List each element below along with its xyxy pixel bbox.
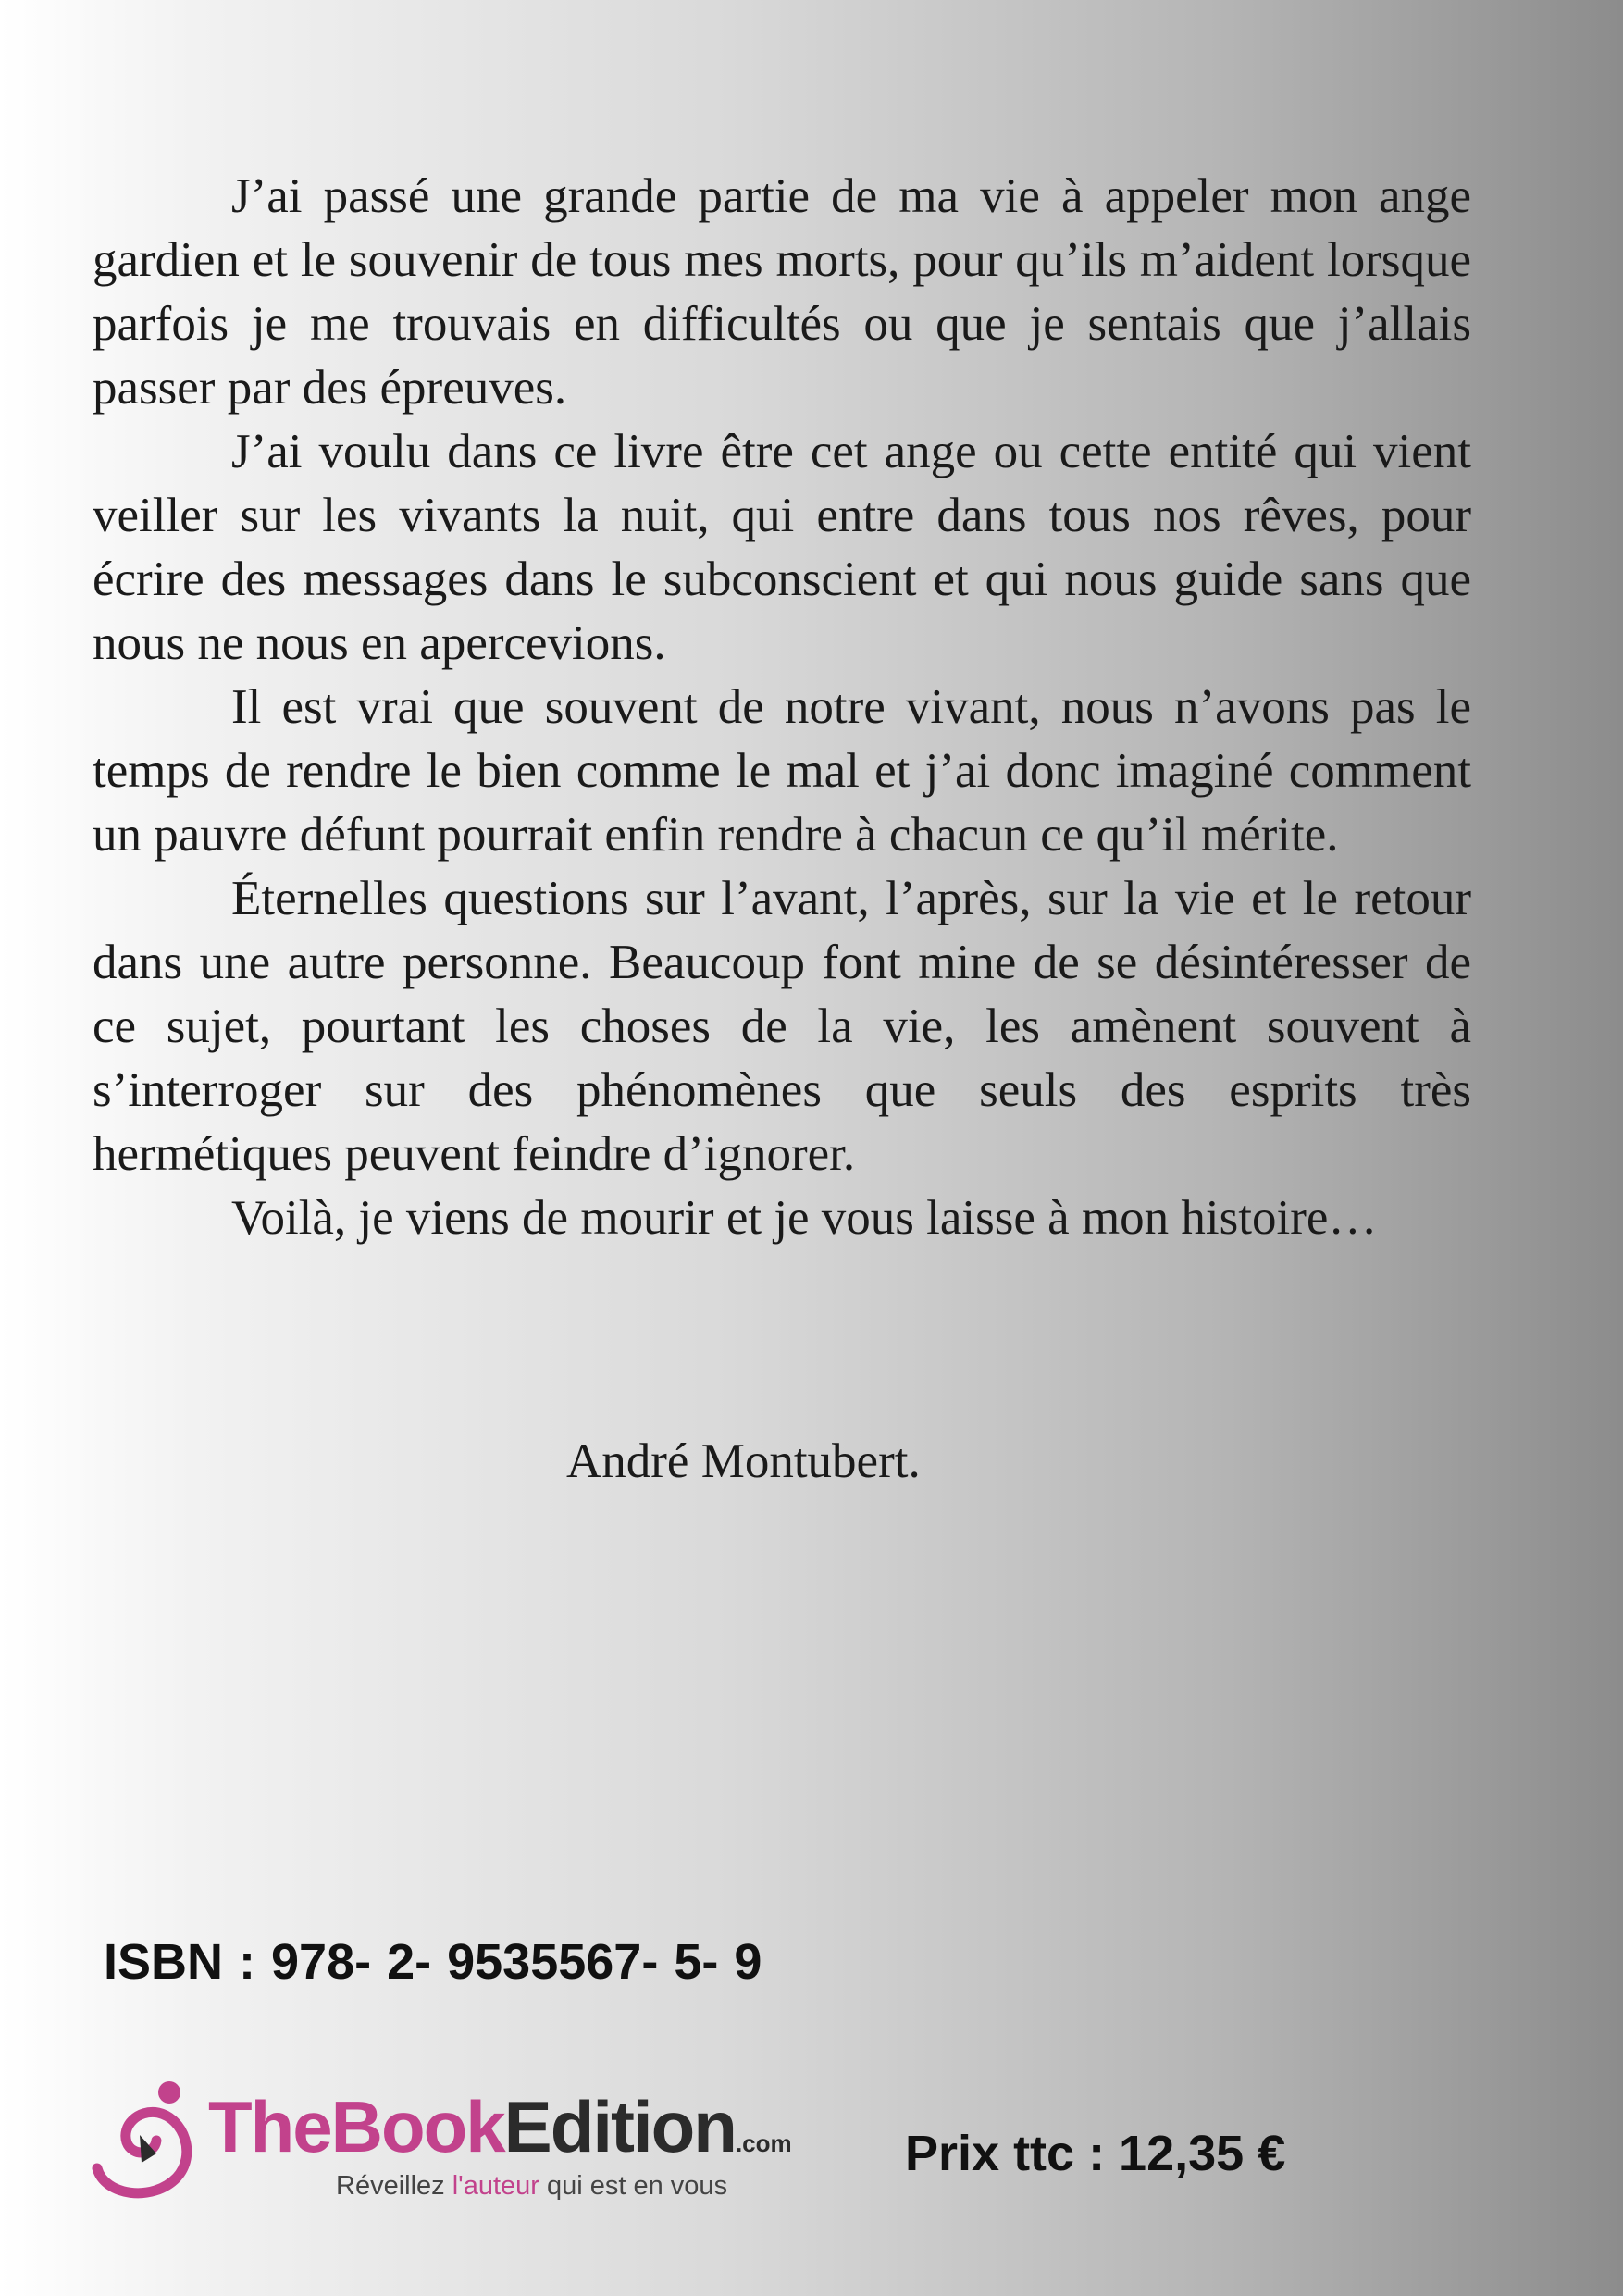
author-signature: André Montubert. bbox=[566, 1434, 921, 1488]
brand-edition: Edition bbox=[503, 2086, 736, 2167]
paragraph-1: J’ai passé une grande partie de ma vie à appeler mon ange gardien et le souvenir de tous mes morts, pour qu’ils m’aident lorsque parfois je me trouvais en difficultés ou que je sentais que j’allais passer par des épreuves. bbox=[93, 169, 1471, 415]
paragraph-3: Il est vrai que souvent de notre vivant, nous n’avons pas le temps de rendre le bien comme le mal et j’ai donc imaginé comment un pauvre défunt pourrait enfin rendre à chacun ce qu’il mérite. bbox=[93, 680, 1471, 862]
tagline-before: Réveillez bbox=[336, 2171, 452, 2201]
tagline-accent: l'auteur bbox=[452, 2171, 539, 2201]
person-swirl-icon bbox=[88, 2078, 204, 2203]
paragraph-2: J’ai voulu dans ce livre être cet ange ou cette entité qui vient veiller sur les vivants la nuit, qui entre dans tous nos rêves, pour écrire des messages dans le subconscient et qui nous guide sans que nous ne nous en apercevions. bbox=[93, 425, 1471, 670]
isbn-number: ISBN : 978- 2- 9535567- 5- 9 bbox=[104, 1934, 762, 1990]
paragraph-4: Éternelles questions sur l’avant, l’après, sur la vie et le retour dans une autre personne. Beaucoup font mine de se désintéresser de ce sujet, pourtant les choses de la vie, les amènent souvent à s’interroger sur des phénomènes que seuls des esprits très hermétiques peuvent feindre d’ignorer. bbox=[93, 872, 1471, 1181]
brand-the: The bbox=[208, 2086, 331, 2167]
brand-com: .com bbox=[735, 2129, 792, 2157]
price-label: Prix ttc : 12,35 € bbox=[905, 2126, 1286, 2181]
publisher-logo bbox=[88, 2078, 828, 2216]
paragraph-5: Voilà, je viens de mourir et je vous laisse à mon histoire… bbox=[231, 1191, 1378, 1245]
tagline-after: qui est en vous bbox=[539, 2171, 728, 2201]
publisher-tagline bbox=[336, 2170, 727, 2202]
back-cover-text bbox=[93, 165, 1471, 1250]
brand-book: Book bbox=[330, 2086, 504, 2167]
